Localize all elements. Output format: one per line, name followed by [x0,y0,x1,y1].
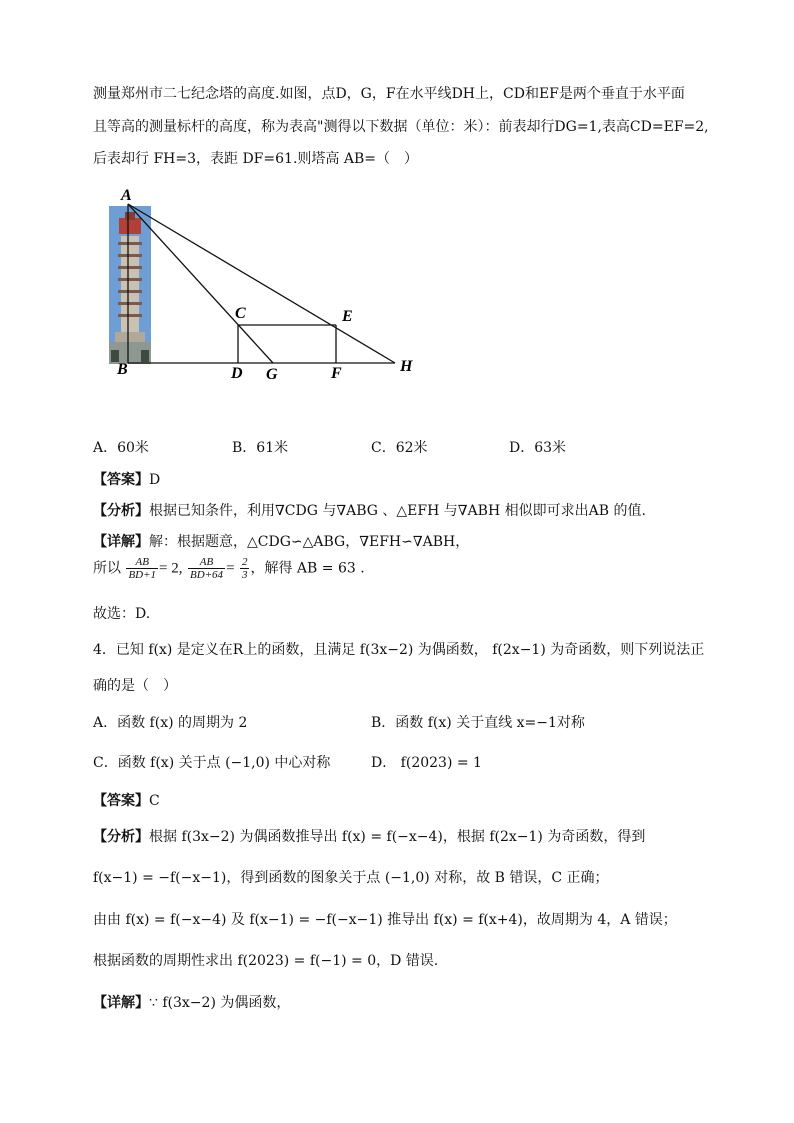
q3-option-b: B．61米 [232,440,289,456]
frac2-numerator: AB [188,556,225,569]
q4-stem-line-1: 4．已知 f(x) 是定义在R上的函数，且满足 f(3x−2) 为偶函数， f(2x−1) 为奇函数，则下列说法正 [93,642,705,658]
q3-detail-line [93,531,469,551]
frac2-denominator: BD+64 [189,569,224,581]
frac3-numerator: 2 [241,556,248,568]
solve-suffix: ，解得 AB = 63 . [250,560,365,577]
fraction-3 [240,556,250,581]
answer-tag: 【答案】 [93,472,149,488]
label-h: H [400,358,413,375]
equation-1: = 2, [159,560,183,577]
q4-option-b: B．函数 f(x) 关于直线 x=−1对称 [371,715,585,731]
q4-analysis-line-4: 根据函数的周期性求出 f(2023) = f(−1) = 0，D 错误. [93,953,439,969]
detail-text: 解：根据题意，△CDG∽△ABG，∇EFH∽∇ABH， [149,534,470,550]
q4-answer-line [93,790,160,810]
q3-analysis-line [93,500,646,520]
q3-stem-line-2: 且等高的测量标杆的高度，称为表高"测得以下数据（单位：米）：前表却行DG=1,表高CD=EF=2, [93,119,709,135]
q3-choice-line: 故选：D. [93,606,151,622]
label-a: A [121,187,132,204]
label-d: D [231,365,243,382]
q4-option-a: A．函数 f(x) 的周期为 2 [93,715,248,731]
q3-solve-line [93,556,365,581]
label-g: G [266,366,278,382]
frac1-numerator: AB [126,556,158,569]
q3-option-a: A．60米 [93,440,149,456]
label-c: C [235,305,246,322]
q4-analysis-line-2: f(x−1) = −f(−x−1)，得到函数的图象关于点 (−1,0) 对称，故 B 错误，C 正确； [93,870,609,886]
frac1-denominator: BD+1 [128,569,157,581]
q4-answer-tag: 【答案】 [93,793,149,809]
tower-image [109,206,151,364]
q3-option-d: D．63米 [509,440,567,456]
label-b: B [117,361,128,378]
q4-analysis-text-1: 根据 f(3x−2) 为偶函数推导出 f(x) = f(−x−4)，根据 f(2x−1) 为奇函数，得到 [149,829,646,845]
q4-analysis-tag: 【分析】 [93,829,149,845]
q3-stem-line-1: 测量郑州市二七纪念塔的高度.如图，点D，G，F在水平线DH上，CD和EF是两个垂直于水平面 [93,86,685,102]
label-f: F [331,365,342,382]
q4-analysis-line-3: 由由 f(x) = f(−x−4) 及 f(x−1) = −f(−x−1) 推导出 f(x) = f(x+4)，故周期为 4，A 错误； [93,912,677,928]
analysis-tag: 【分析】 [93,503,149,519]
q4-detail-line [93,992,290,1012]
q3-answer-line [93,469,160,489]
q4-detail-text: ∵ f(3x−2) 为偶函数， [149,995,291,1011]
label-e: E [342,308,353,325]
q3-stem-line-3: 后表却行 FH=3，表距 DF=61.则塔高 AB=（ ） [93,151,418,167]
q4-stem-line-2: 确的是（ ） [93,678,177,694]
analysis-text: 根据已知条件，利用∇CDG 与∇ABG 、△EFH 与∇ABH 相似即可求出AB 的值. [149,503,646,519]
frac3-denominator: 3 [241,569,248,581]
q4-option-d: D． f(2023) = 1 [371,755,482,771]
q4-detail-tag: 【详解】 [93,995,149,1011]
answer-value: D [149,472,161,488]
tower-figure [105,182,435,382]
q4-answer-value: C [149,793,160,809]
fraction-2 [188,556,225,581]
q3-option-c: C．62米 [371,440,428,456]
detail-tag: 【详解】 [93,534,149,550]
fraction-1 [126,556,158,581]
equation-2: = [226,560,235,577]
q4-analysis-line-1 [93,826,645,846]
solve-prefix: 所以 [93,560,121,577]
q4-option-c: C．函数 f(x) 关于点 (−1,0) 中心对称 [93,755,331,771]
